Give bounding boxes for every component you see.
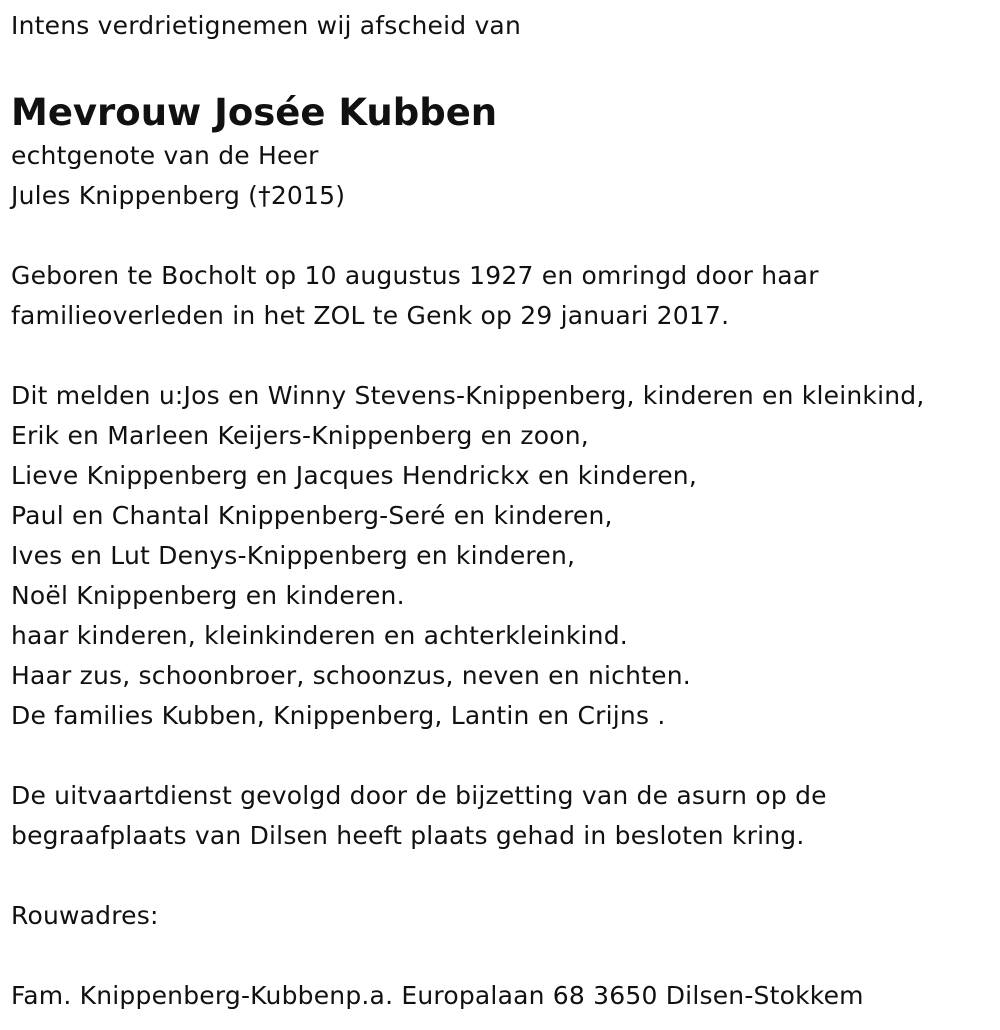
obituary-notice	[11, 6, 991, 1016]
funeral-section	[11, 776, 991, 856]
spouse-line	[11, 176, 991, 216]
spouse-name: Jules Knippenberg (	[11, 181, 259, 210]
spacer	[11, 336, 991, 376]
announcer-line: Noël Knippenberg en kinderen.	[11, 581, 405, 610]
funeral-line: De uitvaartdienst gevolgd door de bijzetting van de asurn op de	[11, 781, 827, 810]
spacer	[11, 216, 991, 256]
birth-line: Geboren te Bocholt op 10 augustus 1927 en omringd door haar	[11, 261, 819, 290]
announcer-line: Ives en Lut Denys-Knippenberg en kinderen,	[11, 541, 576, 570]
spacer	[11, 936, 991, 976]
announcer-line: De families Kubben, Knippenberg, Lantin en Crijns .	[11, 701, 666, 730]
rouwadres-address: Fam. Knippenberg-Kubbenp.a. Europalaan 68 3650 Dilsen-Stokkem	[11, 981, 864, 1010]
announcers-section	[11, 376, 991, 736]
birth-death-section	[11, 256, 991, 336]
announcer-line: Dit melden u:Jos en Winny Stevens-Knippenberg, kinderen en kleinkind,	[11, 381, 925, 410]
announcer-line: Erik en Marleen Keijers-Knippenberg en zoon,	[11, 421, 589, 450]
funeral-line: begraafplaats van Dilsen heeft plaats gehad in besloten kring.	[11, 821, 805, 850]
announcer-line: Paul en Chantal Knippenberg-Seré en kinderen,	[11, 501, 613, 530]
spouse-death-year: 2015)	[270, 181, 346, 210]
death-line: familieoverleden in het ZOL te Genk op 29 januari 2017.	[11, 301, 730, 330]
announcer-line: Lieve Knippenberg en Jacques Hendrickx en kinderen,	[11, 461, 697, 490]
rouwadres-label: Rouwadres:	[11, 901, 159, 930]
announcer-line: Haar zus, schoonbroer, schoonzus, neven en nichten.	[11, 661, 691, 690]
deceased-name: Mevrouw Josée Kubben	[11, 91, 498, 134]
intro-text: Intens verdrietignemen wij afscheid van	[11, 11, 521, 40]
cross-icon: †	[258, 181, 271, 210]
spacer	[11, 46, 991, 86]
announcer-line: haar kinderen, kleinkinderen en achterkleinkind.	[11, 621, 628, 650]
relation-text: echtgenote van de Heer	[11, 141, 319, 170]
spacer	[11, 736, 991, 776]
spacer	[11, 856, 991, 896]
